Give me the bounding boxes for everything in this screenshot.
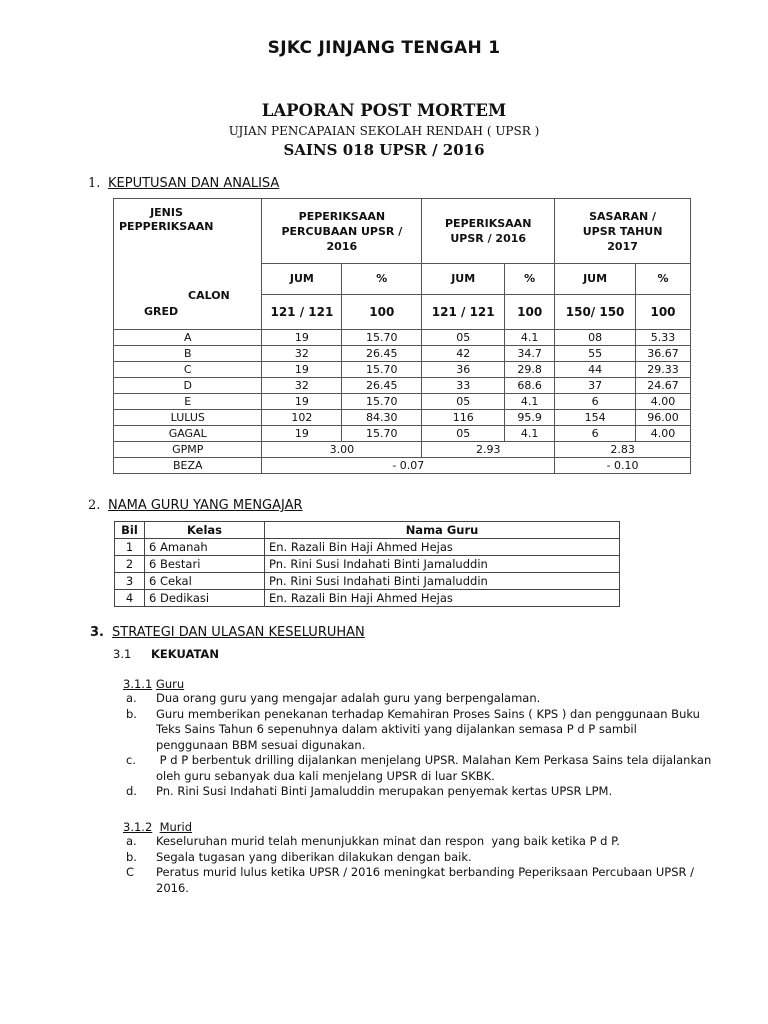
grade-value: 4.1 xyxy=(505,426,555,442)
grade-value: 15.70 xyxy=(342,394,422,410)
grade-value: 15.70 xyxy=(342,330,422,346)
teacher-kelas: 6 Amanah xyxy=(145,539,265,556)
list-text-line: oleh guru sebanyak dua kali menjelang UPSR di luar SKBK. xyxy=(156,768,495,783)
grade-label: A xyxy=(114,330,262,346)
results-header-row xyxy=(114,199,691,264)
grade-row xyxy=(114,410,691,426)
gpmp-row xyxy=(114,442,691,458)
grade-label: GAGAL xyxy=(114,426,262,442)
grade-value: 44 xyxy=(555,362,636,378)
murid-list xyxy=(126,834,706,896)
grade-value: 6 xyxy=(555,394,636,410)
list-item xyxy=(126,865,706,896)
teacher-row xyxy=(115,590,620,607)
list-text-line: P d P berbentuk drilling dijalankan menjelang UPSR. Malahan Kem Perkasa Sains tela dijalankan xyxy=(156,753,712,767)
grade-label: E xyxy=(114,394,262,410)
corner-gred: GRED xyxy=(144,305,179,318)
grade-row xyxy=(114,426,691,442)
grade-value: 19 xyxy=(262,394,342,410)
list-text-line: Segala tugasan yang diberikan dilakukan dengan baik. xyxy=(156,849,472,864)
grade-row xyxy=(114,378,691,394)
teacher-kelas: 6 Cekal xyxy=(145,573,265,590)
grade-row xyxy=(114,362,691,378)
grade-value: 5.33 xyxy=(636,330,691,346)
teacher-nama: Pn. Rini Susi Indahati Binti Jamaluddin xyxy=(265,556,620,573)
list-text-line: Keseluruhan murid telah menunjukkan minat dan respon yang baik ketika P d P. xyxy=(156,834,620,848)
guru-label: Guru xyxy=(155,677,185,691)
grade-label: C xyxy=(114,362,262,378)
gpmp-label: GPMP xyxy=(114,442,262,458)
teacher-table xyxy=(114,521,620,607)
list-marker: b. xyxy=(126,706,137,721)
grade-value: 42 xyxy=(422,346,505,362)
beza-label: BEZA xyxy=(114,458,262,474)
calon-value: 121 / 121 xyxy=(422,295,505,330)
grade-value: 102 xyxy=(262,410,342,426)
list-item xyxy=(126,850,706,866)
grade-value: 29.33 xyxy=(636,362,691,378)
section3-heading xyxy=(90,625,365,640)
grade-value: 154 xyxy=(555,410,636,426)
section2-number: 2. xyxy=(88,498,101,513)
grade-value: 116 xyxy=(422,410,505,426)
col-upsr: PEPERIKSAAN UPSR / 2016 xyxy=(422,199,555,264)
calon-value: 150/ 150 xyxy=(555,295,636,330)
list-text xyxy=(156,784,612,800)
guru-list xyxy=(126,691,712,800)
school-name: SJKC JINJANG TENGAH 1 xyxy=(267,38,501,58)
section1-label: KEPUTUSAN DAN ANALISA xyxy=(108,176,280,191)
pct-header: % xyxy=(505,264,555,295)
teacher-bil: 3 xyxy=(115,573,145,590)
jum-header: JUM xyxy=(262,264,342,295)
grade-rows xyxy=(114,330,691,442)
grade-value: 19 xyxy=(262,330,342,346)
list-text xyxy=(156,753,711,784)
teacher-nama: En. Razali Bin Haji Ahmed Hejas xyxy=(265,539,620,556)
list-text xyxy=(156,865,694,896)
list-marker: b. xyxy=(126,849,137,864)
grade-value: 4.00 xyxy=(636,394,691,410)
grade-value: 4.00 xyxy=(636,426,691,442)
grade-value: 26.45 xyxy=(342,346,422,362)
section2-label: NAMA GURU YANG MENGAJAR xyxy=(108,498,303,513)
col-sasaran: SASARAN / UPSR TAHUN 2017 xyxy=(555,199,691,264)
gpmp-value: 2.93 xyxy=(422,442,555,458)
teacher-bil: 2 xyxy=(115,556,145,573)
jum-header: JUM xyxy=(555,264,636,295)
teacher-bil: 1 xyxy=(115,539,145,556)
corner-jenis: JENIS xyxy=(150,206,183,219)
list-item xyxy=(126,834,706,850)
grade-label: B xyxy=(114,346,262,362)
results-table xyxy=(113,198,691,474)
pct-header: % xyxy=(636,264,691,295)
list-marker: a. xyxy=(126,834,137,848)
teacher-kelas: 6 Dedikasi xyxy=(145,590,265,607)
grade-value: 96.00 xyxy=(636,410,691,426)
teacher-bil: 4 xyxy=(115,590,145,607)
list-marker: C xyxy=(126,865,135,879)
grade-value: 24.67 xyxy=(636,378,691,394)
calon-value: 100 xyxy=(342,295,422,330)
beza-value: - 0.10 xyxy=(555,458,691,474)
section3-number: 3. xyxy=(90,625,104,640)
teacher-rows xyxy=(115,539,620,607)
calon-value: 121 / 121 xyxy=(262,295,342,330)
grade-value: 4.1 xyxy=(505,394,555,410)
list-text xyxy=(156,707,700,754)
grade-value: 05 xyxy=(422,330,505,346)
list-item xyxy=(126,784,706,800)
teacher-row xyxy=(115,573,620,590)
col-percubaan: PEPERIKSAAN PERCUBAAN UPSR / 2016 xyxy=(262,199,422,264)
teacher-nama: Pn. Rini Susi Indahati Binti Jamaluddin xyxy=(265,573,620,590)
grade-value: 33 xyxy=(422,378,505,394)
grade-value: 95.9 xyxy=(505,410,555,426)
kekuatan-heading xyxy=(113,647,219,663)
list-text-line: Dua orang guru yang mengajar adalah guru yang berpengalaman. xyxy=(156,691,541,705)
list-item xyxy=(126,707,706,754)
list-text-line: Teks Sains Tahun 6 sepenuhnya dalam aktiviti yang dijalankan semasa P d P sambil xyxy=(156,722,637,736)
grade-value: 05 xyxy=(422,426,505,442)
corner-calon: CALON xyxy=(188,289,230,302)
grade-value: 15.70 xyxy=(342,362,422,378)
list-marker: c. xyxy=(126,753,136,767)
grade-value: 32 xyxy=(262,378,342,394)
grade-value: 34.7 xyxy=(505,346,555,362)
kekuatan-label: KEKUATAN xyxy=(151,647,219,661)
grade-value: 36.67 xyxy=(636,346,691,362)
grade-label: LULUS xyxy=(114,410,262,426)
jum-header: JUM xyxy=(422,264,505,295)
grade-row xyxy=(114,346,691,362)
calon-value: 100 xyxy=(505,295,555,330)
teacher-kelas: 6 Bestari xyxy=(145,556,265,573)
grade-value: 05 xyxy=(422,394,505,410)
grade-value: 4.1 xyxy=(505,330,555,346)
grade-value: 26.45 xyxy=(342,378,422,394)
guru-number: 3.1.1 xyxy=(123,677,153,691)
corner-cell xyxy=(114,199,262,330)
section1-number: 1. xyxy=(88,176,101,191)
grade-value: 32 xyxy=(262,346,342,362)
teacher-col-nama: Nama Guru xyxy=(265,522,620,539)
grade-label: D xyxy=(114,378,262,394)
murid-label: Murid xyxy=(159,820,193,834)
teacher-nama: En. Razali Bin Haji Ahmed Hejas xyxy=(265,590,620,607)
report-title: LAPORAN POST MORTEM xyxy=(261,101,507,120)
kekuatan-number: 3.1 xyxy=(113,647,132,661)
grade-value: 55 xyxy=(555,346,636,362)
grade-row xyxy=(114,394,691,410)
murid-number: 3.1.2 xyxy=(123,820,153,834)
grade-value: 36 xyxy=(422,362,505,378)
section3-label: STRATEGI DAN ULASAN KESELURUHAN xyxy=(112,625,365,640)
teacher-row xyxy=(115,539,620,556)
grade-value: 68.6 xyxy=(505,378,555,394)
grade-row xyxy=(114,330,691,346)
gpmp-value: 3.00 xyxy=(262,442,422,458)
grade-value: 37 xyxy=(555,378,636,394)
grade-value: 08 xyxy=(555,330,636,346)
grade-value: 15.70 xyxy=(342,426,422,442)
list-text-line: Guru memberikan penekanan terhadap Kemahiran Proses Sains ( KPS ) dan penggunaan Buku xyxy=(156,706,700,721)
section2-heading xyxy=(88,498,303,513)
teacher-row xyxy=(115,556,620,573)
grade-value: 19 xyxy=(262,426,342,442)
list-text xyxy=(156,834,620,850)
grade-value: 29.8 xyxy=(505,362,555,378)
list-text-line: Pn. Rini Susi Indahati Binti Jamaluddin merupakan penyemak kertas UPSR LPM. xyxy=(156,784,613,798)
list-text xyxy=(156,691,540,707)
list-marker: d. xyxy=(126,784,137,798)
grade-value: 84.30 xyxy=(342,410,422,426)
section1-heading xyxy=(88,176,279,191)
report-subtitle: UJIAN PENCAPAIAN SEKOLAH RENDAH ( UPSR ) xyxy=(228,124,540,138)
corner-pepperiksaan: PEPPERIKSAAN xyxy=(119,220,214,233)
teacher-col-bil: Bil xyxy=(115,522,145,539)
list-marker: a. xyxy=(126,691,137,705)
gpmp-value: 2.83 xyxy=(555,442,691,458)
list-text-line: Peratus murid lulus ketika UPSR / 2016 meningkat berbanding Peperiksaan Percubaan UPSR / xyxy=(156,865,695,879)
beza-value: - 0.07 xyxy=(262,458,555,474)
grade-value: 6 xyxy=(555,426,636,442)
list-text-line: 2016. xyxy=(156,880,189,895)
teacher-header-row xyxy=(115,522,620,539)
calon-value: 100 xyxy=(636,295,691,330)
list-item xyxy=(126,753,712,784)
report-subject: SAINS 018 UPSR / 2016 xyxy=(283,141,485,159)
list-text xyxy=(156,850,472,866)
beza-row xyxy=(114,458,691,474)
list-text-line: penggunaan BBM sesuai digunakan. xyxy=(156,737,366,752)
list-item xyxy=(126,691,706,707)
teacher-col-kelas: Kelas xyxy=(145,522,265,539)
grade-value: 19 xyxy=(262,362,342,378)
pct-header: % xyxy=(342,264,422,295)
